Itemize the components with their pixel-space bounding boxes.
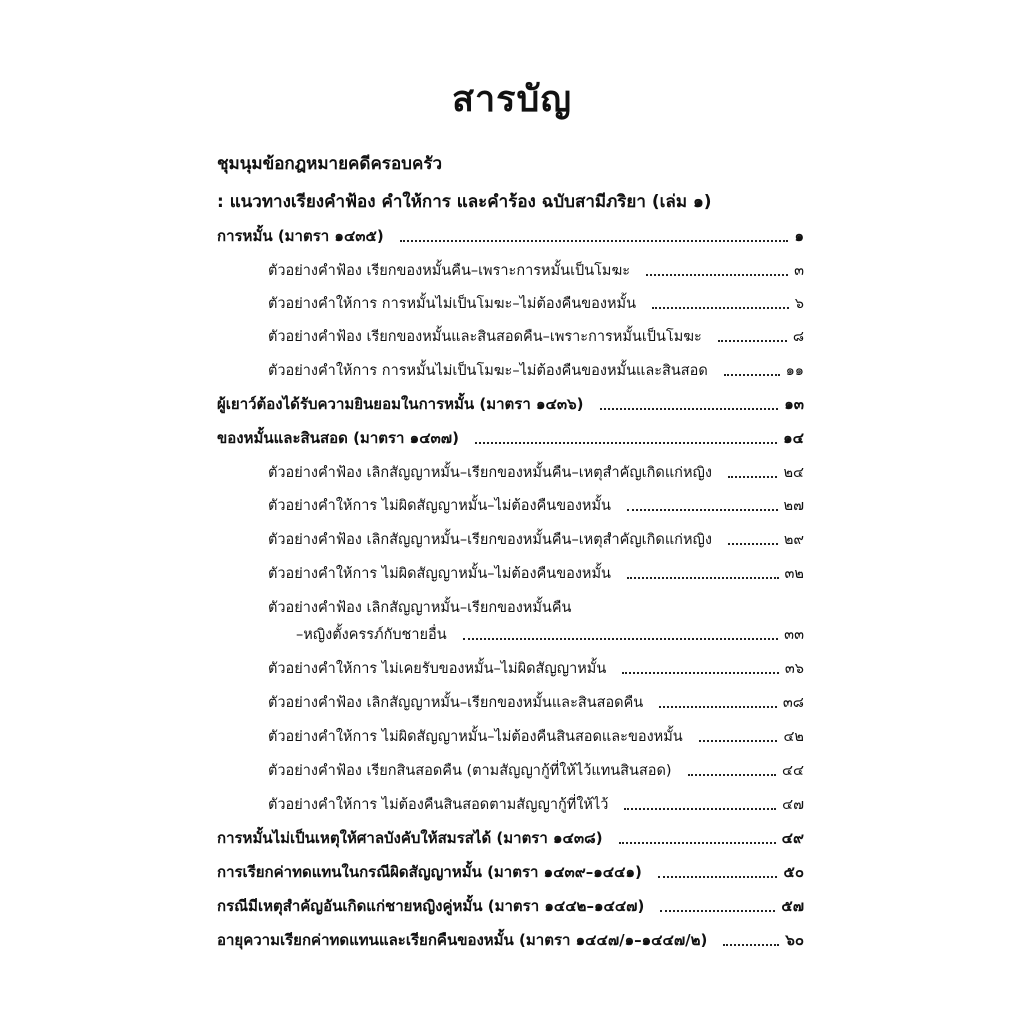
dot-leader (724, 374, 780, 376)
dot-leader (658, 876, 778, 878)
toc-entry-label: ตัวอย่างคำให้การ ไม่เคยรับของหมั้น–ไม่ผิดสัญญาหมั้น (268, 661, 607, 677)
dot-leader (688, 774, 776, 776)
toc-entry-page: ๑๔ (783, 429, 804, 447)
toc-entry[interactable] (217, 926, 804, 952)
toc-entry-label: การหมั้น (มาตรา ๑๔๓๕) (217, 227, 384, 245)
toc-entry[interactable] (217, 424, 804, 450)
dot-leader (718, 340, 787, 342)
dot-leader (728, 543, 778, 545)
toc-entry[interactable] (268, 491, 804, 517)
toc-entry-label: ตัวอย่างคำให้การ ไม่ต้องคืนสินสอดตามสัญญากู้ที่ให้ไว้ (268, 797, 609, 813)
toc-entry-label: ตัวอย่างคำฟ้อง เลิกสัญญาหมั้น–เรียกของหมั้นคืน (268, 600, 572, 616)
toc-entry-label-continued: –หญิงตั้งครรภ์กับชายอื่น (296, 627, 447, 643)
toc-entry-page: ๖๐ (785, 931, 804, 949)
toc-entry-page: ๑๓ (784, 395, 804, 413)
toc-entry-label: ตัวอย่างคำฟ้อง เลิกสัญญาหมั้น–เรียกของหมั้นคืน–เหตุสำคัญเกิดแก่หญิง (268, 465, 712, 481)
toc-entry[interactable] (268, 322, 804, 348)
dot-leader (699, 740, 778, 742)
toc-entry-label: ตัวอย่างคำให้การ ไม่ผิดสัญญาหมั้น–ไม่ต้องคืนของหมั้น (268, 498, 611, 514)
toc-entry[interactable] (268, 559, 804, 585)
dot-leader (652, 307, 789, 309)
dot-leader (600, 408, 779, 410)
toc-entry[interactable] (268, 756, 804, 782)
book-subheading: : แนวทางเรียงคำฟ้อง คำให้การ และคำร้อง ฉบับสามีภริยา (เล่ม ๑) (217, 192, 712, 212)
toc-entry-label: การเรียกค่าทดแทนในกรณีผิดสัญญาหมั้น (มาตรา ๑๔๓๙–๑๔๔๑) (217, 863, 642, 881)
dot-leader (723, 944, 779, 946)
toc-entry[interactable] (217, 858, 804, 884)
book-heading: ชุมนุมข้อกฎหมายคดีครอบครัว (217, 154, 442, 174)
dot-leader (659, 706, 777, 708)
page-title: สารบัญ (451, 79, 573, 120)
toc-entry[interactable] (217, 222, 804, 248)
toc-entry-label: ตัวอย่างคำให้การ ไม่ผิดสัญญาหมั้น–ไม่ต้องคืนของหมั้น (268, 566, 611, 582)
toc-entry[interactable] (268, 525, 804, 551)
toc-entry-label: ตัวอย่างคำฟ้อง เรียกของหมั้นคืน–เพราะการหมั้นเป็นโมฆะ (268, 263, 631, 279)
toc-entry[interactable] (296, 620, 804, 646)
dot-leader (475, 442, 777, 444)
toc-entry-page: ๘ (792, 329, 804, 345)
toc-entry-page: ๔๗ (782, 797, 804, 813)
dot-leader (622, 672, 779, 674)
toc-entry-page: ๒๙ (783, 532, 804, 548)
toc-entry[interactable] (268, 654, 804, 680)
toc-entry-page: ๓๘ (782, 695, 804, 711)
dot-leader (660, 910, 775, 912)
toc-entry-page: ๕๗ (781, 897, 804, 915)
toc-entry[interactable] (268, 256, 804, 282)
toc-entry[interactable] (217, 892, 804, 918)
toc-entry-page: ๕๐ (783, 863, 804, 881)
toc-entry-page: ๑๑ (785, 363, 804, 379)
toc-entry-page: ๓๓ (784, 627, 804, 643)
toc-entry-label: ตัวอย่างคำฟ้อง เลิกสัญญาหมั้น–เรียกของหมั้นคืน–เหตุสำคัญเกิดแก่หญิง (268, 532, 712, 548)
toc-entry-label: อายุความเรียกค่าทดแทนและเรียกคืนของหมั้น (มาตรา ๑๔๔๗/๑–๑๔๔๗/๒) (217, 931, 708, 949)
toc-entry-label: การหมั้นไม่เป็นเหตุให้ศาลบังคับให้สมรสได้ (มาตรา ๑๔๓๘) (217, 829, 603, 847)
toc-entry-page: ๑ (794, 227, 804, 245)
toc-entry-label: ตัวอย่างคำให้การ ไม่ผิดสัญญาหมั้น–ไม่ต้องคืนสินสอดและของหมั้น (268, 729, 683, 745)
toc-entry-label: ตัวอย่างคำให้การ การหมั้นไม่เป็นโมฆะ–ไม่ต้องคืนของหมั้น (268, 296, 636, 312)
toc-entry-label: กรณีมีเหตุสำคัญอันเกิดแก่ชายหญิงคู่หมั้น (มาตรา ๑๔๔๒–๑๔๔๗) (217, 897, 645, 915)
dot-leader (619, 842, 776, 844)
toc-entry[interactable] (268, 356, 804, 382)
toc-entry-page: ๔๔ (782, 763, 804, 779)
toc-entry[interactable] (268, 722, 804, 748)
dot-leader (463, 638, 779, 640)
toc-entry[interactable] (217, 390, 804, 416)
toc-entry-page: ๓๖ (784, 661, 804, 677)
toc-entry-page: ๖ (794, 296, 804, 312)
toc-entry-label: ตัวอย่างคำให้การ การหมั้นไม่เป็นโมฆะ–ไม่ต้องคืนของหมั้นและสินสอด (268, 363, 708, 379)
toc-entry-page: ๓๒ (784, 566, 804, 582)
dot-leader (624, 808, 776, 810)
toc-entry[interactable] (217, 824, 804, 850)
toc-entry-label: ตัวอย่างคำฟ้อง เลิกสัญญาหมั้น–เรียกของหมั้นและสินสอดคืน (268, 695, 644, 711)
toc-entry-page: ๔๙ (781, 829, 804, 847)
toc-entry[interactable] (268, 688, 804, 714)
toc-entry-label: ตัวอย่างคำฟ้อง เรียกสินสอดคืน (ตามสัญญากู้ที่ให้ไว้แทนสินสอด) (268, 763, 672, 779)
toc-entry-label: ผู้เยาว์ต้องได้รับความยินยอมในการหมั้น (มาตรา ๑๔๓๖) (217, 395, 584, 413)
dot-leader (627, 509, 778, 511)
toc-entry-label: ตัวอย่างคำฟ้อง เรียกของหมั้นและสินสอดคืน–เพราะการหมั้นเป็นโมฆะ (268, 329, 702, 345)
toc-entry-page: ๔๒ (783, 729, 804, 745)
dot-leader (728, 476, 778, 478)
dot-leader (646, 274, 788, 276)
toc-entry[interactable] (268, 289, 804, 315)
dot-leader (400, 240, 789, 242)
toc-entry[interactable] (268, 458, 804, 484)
toc-entry-page: ๒๗ (783, 498, 804, 514)
toc-entry-page: ๓ (794, 263, 804, 279)
toc-entry[interactable] (268, 790, 804, 816)
toc-entry-label: ของหมั้นและสินสอด (มาตรา ๑๔๓๗) (217, 429, 459, 447)
toc-entry-page: ๒๔ (783, 465, 804, 481)
dot-leader (627, 577, 779, 579)
